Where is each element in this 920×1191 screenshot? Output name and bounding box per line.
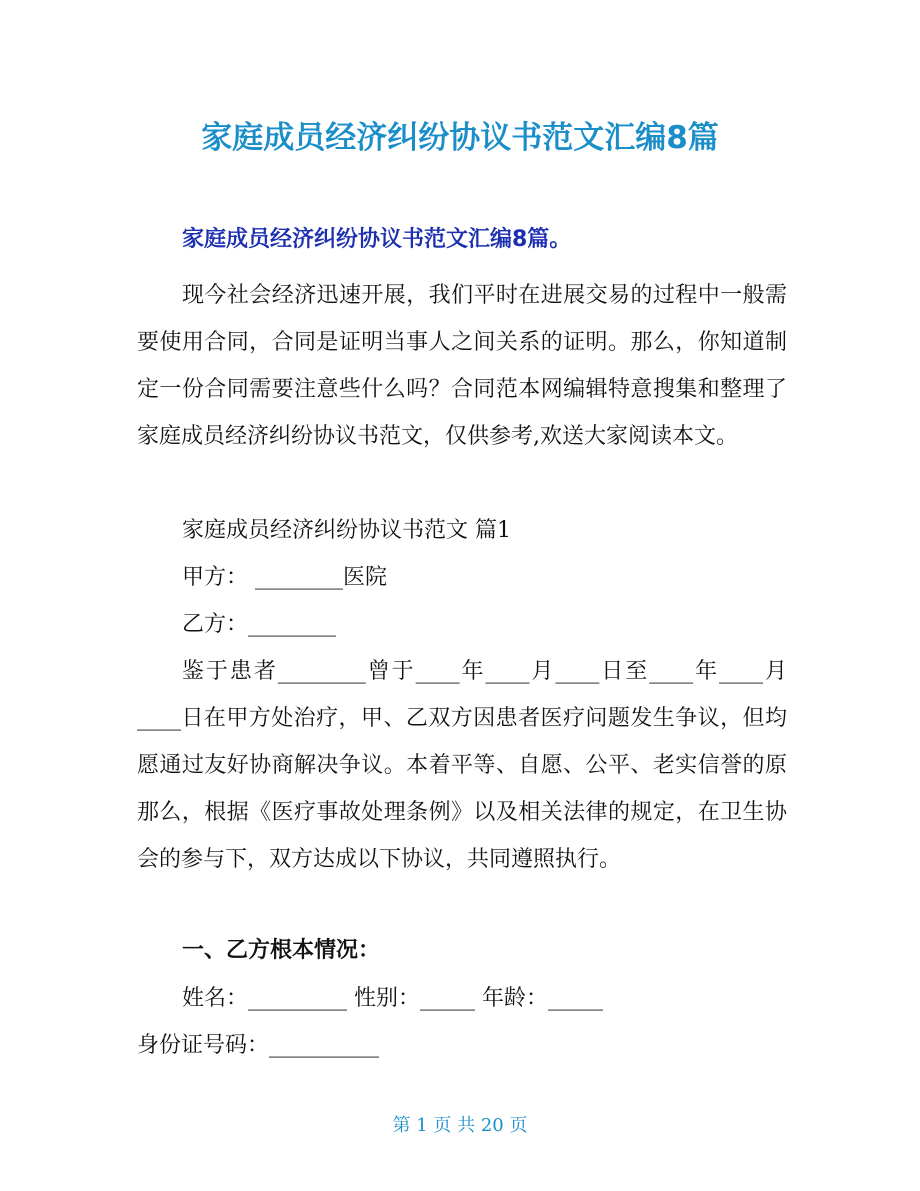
section-title: 家庭成员经济纠纷协议书范文 篇1	[182, 518, 511, 543]
document-title: 家庭成员经济纠纷协议书范文汇编8篇	[201, 120, 719, 156]
document-subtitle: 家庭成员经济纠纷协议书范文汇编8篇。	[182, 227, 572, 252]
id-number-line: 身份证号码：__________	[137, 1033, 380, 1058]
party-a-line: 甲方： ________医院	[182, 565, 387, 590]
page-number-footer: 第 1 页 共 20 页	[392, 1115, 528, 1136]
intro-paragraph: 现今社会经济迅速开展，我们平时在进展交易的过程中一般需要使用合同，合同是证明当事人之间关系的证明。那么，你知道制定一份合同需要注意些什么吗？合同范本网编辑特意搜集和整理了家庭成员经济纠纷协议书范文，仅供参考,欢送大家阅读本文。	[137, 283, 787, 449]
personal-fields-line: 姓名：_________ 性别：_____ 年龄：_____	[182, 986, 603, 1011]
party-b-line: 乙方：________	[182, 612, 337, 637]
section-heading-party-b-info: 一、乙方根本情况：	[182, 938, 381, 963]
agreement-body-paragraph: 鉴于患者________曾于____年____月____日至____年____月____日在甲方处治疗，甲、乙双方因患者医疗问题发生争议，但均愿通过友好协商解决争议。本着平等、自愿、公平、老实信誉的原那么，根据《医疗事故处理条例》以及相关法律的规定，在卫生协会的参与下，双方达成以下协议，共同遵照执行。	[137, 659, 787, 872]
